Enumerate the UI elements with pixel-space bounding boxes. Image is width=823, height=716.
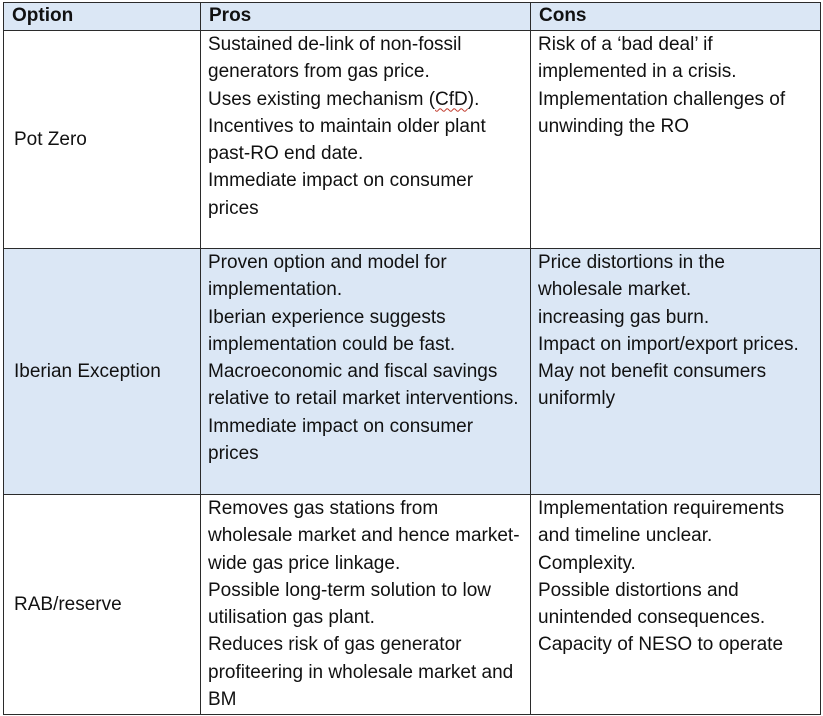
table-row-iberian-exception <box>4 249 821 495</box>
cons-item: Capacity of NESO to operate <box>538 634 784 656</box>
option-cell: Pot Zero <box>4 31 201 249</box>
cons-item: Possible distortions and unintended consequences. <box>538 579 766 629</box>
pros-cell <box>201 495 531 715</box>
cons-item: Implementation challenges of unwinding the RO <box>538 88 786 137</box>
option-cell: RAB/reserve <box>4 495 201 715</box>
pros-item: Reduces risk of gas generator profiteering in wholesale market and BM <box>208 634 514 711</box>
pros-item: Macroeconomic and fiscal savings relative to retail market interventions. <box>208 361 519 410</box>
pros-item: Proven option and model for implementation. <box>208 252 447 301</box>
cons-item: Implementation requirements and timeline unclear. <box>538 498 785 547</box>
spellcheck-mark: CfD <box>435 88 468 110</box>
pros-item: Immediate impact on consumer prices <box>208 415 474 465</box>
pros-item: Incentives to maintain older plant past-RO end date. <box>208 115 486 165</box>
header-pros: Pros <box>201 3 531 31</box>
pros-item: Immediate impact on consumer prices <box>208 170 474 219</box>
header-row <box>4 3 821 31</box>
pros-item: Possible long-term solution to low utilisation gas plant. <box>208 579 492 629</box>
pros-item: Removes gas stations from wholesale market and hence market-wide gas price linkage. <box>208 498 520 574</box>
cons-item: May not benefit consumers uniformly <box>538 361 767 410</box>
cons-cell <box>531 249 821 495</box>
header-option: Option <box>4 3 201 31</box>
header-cons: Cons <box>531 3 821 31</box>
cons-item: Impact on import/export prices. <box>538 333 799 355</box>
option-cell: Iberian Exception <box>4 249 201 495</box>
pros-item: Sustained de-link of non-fossil generators from gas price. <box>208 34 462 83</box>
table-row-pot-zero <box>4 31 821 249</box>
cons-item: Complexity. <box>538 552 636 574</box>
table-row-rab-reserve <box>4 495 821 715</box>
cons-item: Risk of a ‘bad deal’ if implemented in a crisis. <box>538 34 737 83</box>
pros-item: Iberian experience suggests implementation could be fast. <box>208 306 456 355</box>
pros-cell <box>201 249 531 495</box>
pros-cell <box>201 31 531 249</box>
pros-item: Uses existing mechanism (CfD). <box>208 88 480 110</box>
cons-item: increasing gas burn. <box>538 306 710 328</box>
options-table <box>3 2 821 715</box>
cons-item: Price distortions in the wholesale market. <box>538 252 725 301</box>
cons-cell <box>531 495 821 715</box>
cons-cell <box>531 31 821 249</box>
